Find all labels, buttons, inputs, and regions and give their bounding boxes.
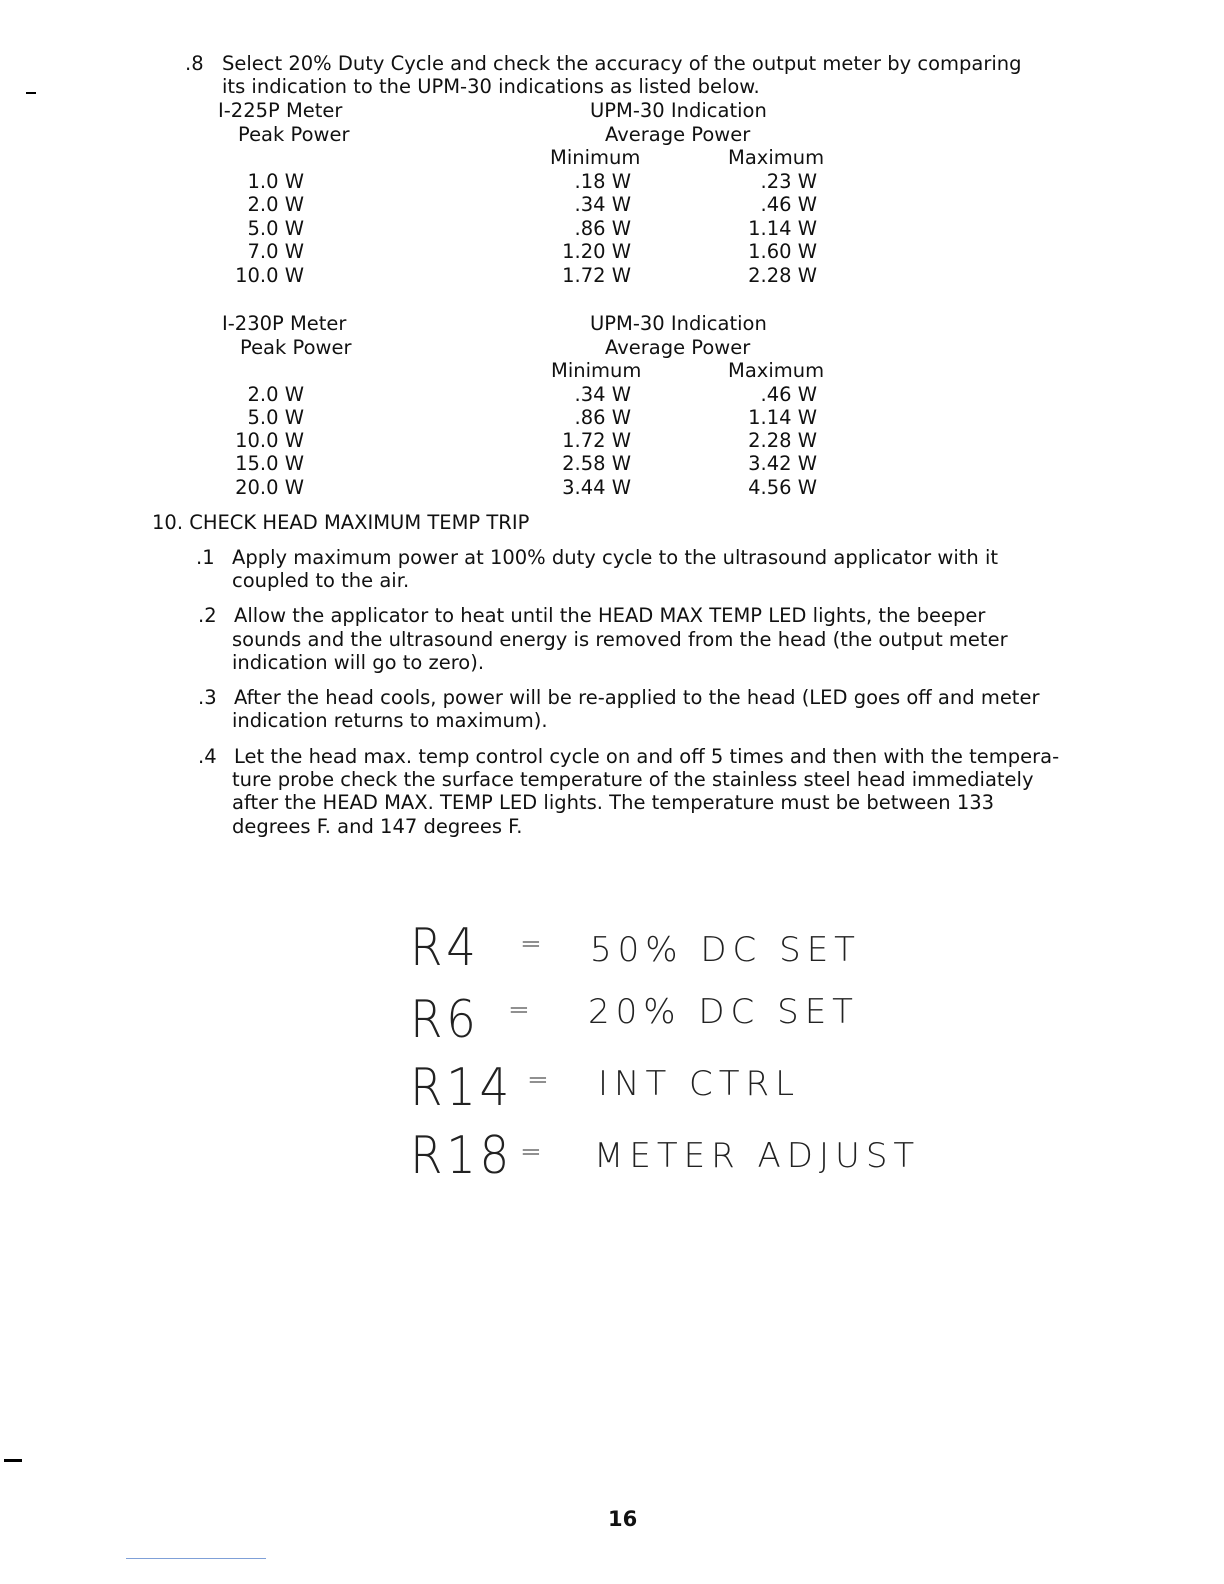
table-cell-peak: 7.0 W bbox=[247, 240, 304, 263]
table-cell-peak: 1.0 W bbox=[247, 170, 304, 193]
handwritten-value: 20% DC SET bbox=[588, 992, 859, 1032]
step-8-line-2: its indication to the UPM-30 indications as listed below. bbox=[222, 75, 760, 98]
table-cell-max: 2.28 W bbox=[748, 264, 817, 287]
table-cell-peak: 2.0 W bbox=[247, 193, 304, 216]
table-max-header: Maximum bbox=[728, 146, 825, 169]
table-cell-min: 3.44 W bbox=[562, 476, 631, 499]
table-max-header: Maximum bbox=[728, 359, 825, 382]
margin-mark bbox=[26, 92, 36, 94]
step-line: Let the head max. temp control cycle on and off 5 times and then with the tempera- bbox=[234, 745, 1060, 768]
table-cell-peak: 20.0 W bbox=[235, 476, 304, 499]
table-cell-peak: 15.0 W bbox=[235, 452, 304, 475]
table-meter-header: I-225P Meter bbox=[218, 99, 343, 122]
table-cell-peak: 10.0 W bbox=[235, 264, 304, 287]
table-cell-min: .18 W bbox=[574, 170, 631, 193]
table-cell-max: 2.28 W bbox=[748, 429, 817, 452]
footer-rule bbox=[126, 1558, 266, 1559]
table-cell-max: 1.60 W bbox=[748, 240, 817, 263]
step-line: indication returns to maximum). bbox=[232, 709, 548, 732]
table-cell-max: 3.42 W bbox=[748, 452, 817, 475]
table-cell-min: 1.72 W bbox=[562, 429, 631, 452]
table-cell-peak: 2.0 W bbox=[247, 383, 304, 406]
table-indication-header: UPM-30 Indication bbox=[590, 99, 767, 122]
table-cell-max: .23 W bbox=[760, 170, 817, 193]
handwritten-value: METER ADJUST bbox=[594, 1136, 921, 1176]
table-cell-max: 1.14 W bbox=[748, 217, 817, 240]
step-line: After the head cools, power will be re-applied to the head (LED goes off and meter bbox=[234, 686, 1040, 709]
step-line: indication will go to zero). bbox=[232, 651, 485, 674]
handwritten-equals: = bbox=[520, 929, 546, 959]
step-line: Apply maximum power at 100% duty cycle to the ultrasound applicator with it bbox=[232, 546, 999, 569]
table-cell-min: .86 W bbox=[574, 217, 631, 240]
table-cell-min: 2.58 W bbox=[562, 452, 631, 475]
table-cell-min: .34 W bbox=[574, 193, 631, 216]
table-average-header: Average Power bbox=[605, 123, 751, 146]
step-8-number: .8 bbox=[185, 52, 204, 75]
table-cell-peak: 10.0 W bbox=[235, 429, 304, 452]
handwritten-value: 50% DC SET bbox=[590, 930, 861, 970]
step-line: ture probe check the surface temperature of the stainless steel head immediately bbox=[232, 768, 1034, 791]
step-line: degrees F. and 147 degrees F. bbox=[232, 815, 523, 838]
page-number: 16 bbox=[608, 1507, 638, 1531]
handwritten-equals: = bbox=[527, 1065, 553, 1095]
table-cell-peak: 5.0 W bbox=[247, 217, 304, 240]
table-average-header: Average Power bbox=[605, 336, 751, 359]
table-cell-max: .46 W bbox=[760, 193, 817, 216]
handwritten-equals: = bbox=[508, 995, 534, 1025]
table-cell-max: .46 W bbox=[760, 383, 817, 406]
table-meter-header: I-230P Meter bbox=[222, 312, 347, 335]
table-cell-min: 1.72 W bbox=[562, 264, 631, 287]
handwritten-label: R18 bbox=[410, 1126, 513, 1186]
table-min-header: Minimum bbox=[550, 146, 641, 169]
table-cell-min: .86 W bbox=[574, 406, 631, 429]
step-8-line-1: Select 20% Duty Cycle and check the accuracy of the output meter by comparing bbox=[222, 52, 1022, 75]
step-number: .2 bbox=[198, 604, 217, 627]
table-cell-min: 1.20 W bbox=[562, 240, 631, 263]
table-cell-max: 1.14 W bbox=[748, 406, 817, 429]
section-10-heading: 10. CHECK HEAD MAXIMUM TEMP TRIP bbox=[152, 511, 530, 534]
handwritten-label: R4 bbox=[410, 918, 480, 978]
table-cell-peak: 5.0 W bbox=[247, 406, 304, 429]
table-cell-max: 4.56 W bbox=[748, 476, 817, 499]
table-peak-header: Peak Power bbox=[240, 336, 352, 359]
step-number: .4 bbox=[198, 745, 217, 768]
step-number: .1 bbox=[196, 546, 215, 569]
handwritten-equals: = bbox=[520, 1137, 546, 1167]
handwritten-value: INT CTRL bbox=[598, 1064, 801, 1104]
table-peak-header: Peak Power bbox=[238, 123, 350, 146]
step-line: coupled to the air. bbox=[232, 569, 410, 592]
step-number: .3 bbox=[198, 686, 217, 709]
table-cell-min: .34 W bbox=[574, 383, 631, 406]
table-indication-header: UPM-30 Indication bbox=[590, 312, 767, 335]
margin-mark bbox=[4, 1459, 22, 1462]
table-min-header: Minimum bbox=[551, 359, 642, 382]
step-line: after the HEAD MAX. TEMP LED lights. The temperature must be between 133 bbox=[232, 791, 995, 814]
handwritten-label: R6 bbox=[410, 990, 480, 1050]
handwritten-label: R14 bbox=[410, 1058, 513, 1118]
step-line: sounds and the ultrasound energy is removed from the head (the output meter bbox=[232, 628, 1008, 651]
step-line: Allow the applicator to heat until the HEAD MAX TEMP LED lights, the beeper bbox=[234, 604, 986, 627]
